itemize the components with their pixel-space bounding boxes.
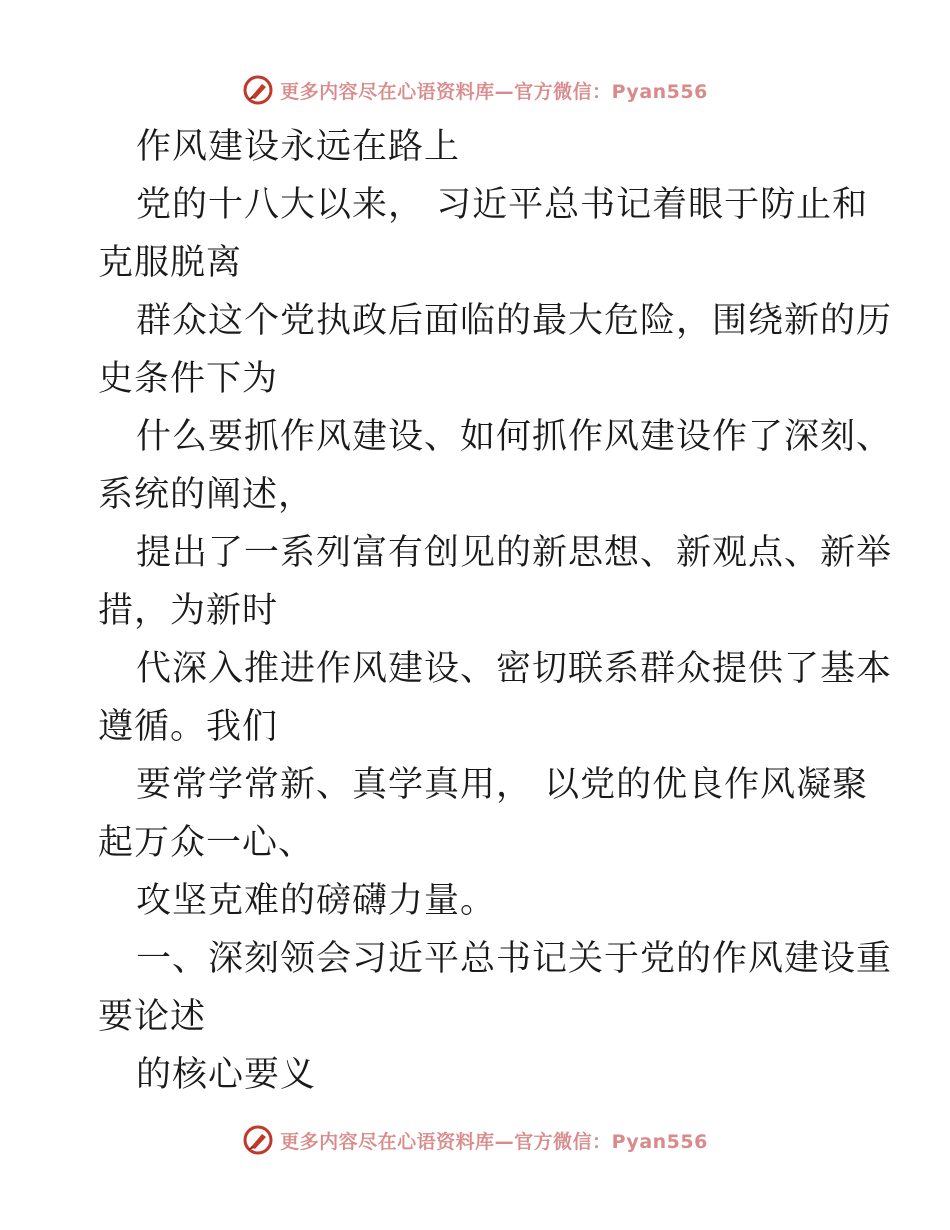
paragraph-line: 起万众一心、 — [98, 823, 315, 863]
paragraph-line: 系统的阐述， — [98, 475, 315, 515]
paragraph-line: 要常学常新、真学真用， 以党的优良作风凝聚 — [136, 765, 869, 805]
paragraph-line: 措，为新时 — [98, 591, 279, 631]
paragraph-line: 史条件下为 — [98, 359, 279, 399]
footer-banner — [0, 1120, 950, 1160]
paragraph-line: 攻坚克难的磅礴力量。 — [136, 881, 497, 921]
header-banner — [0, 70, 950, 110]
section-heading-line: 要论述 — [98, 997, 207, 1037]
pen-logo-icon — [242, 1124, 274, 1156]
document-body — [98, 118, 893, 1104]
pen-logo-icon — [242, 74, 274, 106]
document-title: 作风建设永远在路上 — [136, 127, 461, 167]
paragraph-line: 党的十八大以来， 习近平总书记着眼于防止和 — [136, 185, 869, 225]
paragraph-line: 遵循。我们 — [98, 707, 279, 747]
paragraph-line: 克服脱离 — [98, 243, 243, 283]
paragraph-line: 代深入推进作风建设、密切联系群众提供了基本 — [136, 649, 893, 689]
paragraph-line: 群众这个党执政后面临的最大危险，围绕新的历 — [136, 301, 893, 341]
paragraph-line: 什么要抓作风建设、如何抓作风建设作了深刻、 — [136, 417, 893, 457]
header-banner-text: 更多内容尽在心语资料库—官方微信：Pyan556 — [280, 80, 708, 103]
paragraph-line: 的核心要义 — [136, 1055, 317, 1095]
paragraph-line: 提出了一系列富有创见的新思想、新观点、新举 — [136, 533, 893, 573]
section-heading-line: 一、深刻领会习近平总书记关于党的作风建设重 — [136, 939, 893, 979]
footer-banner-text: 更多内容尽在心语资料库—官方微信：Pyan556 — [280, 1130, 708, 1153]
